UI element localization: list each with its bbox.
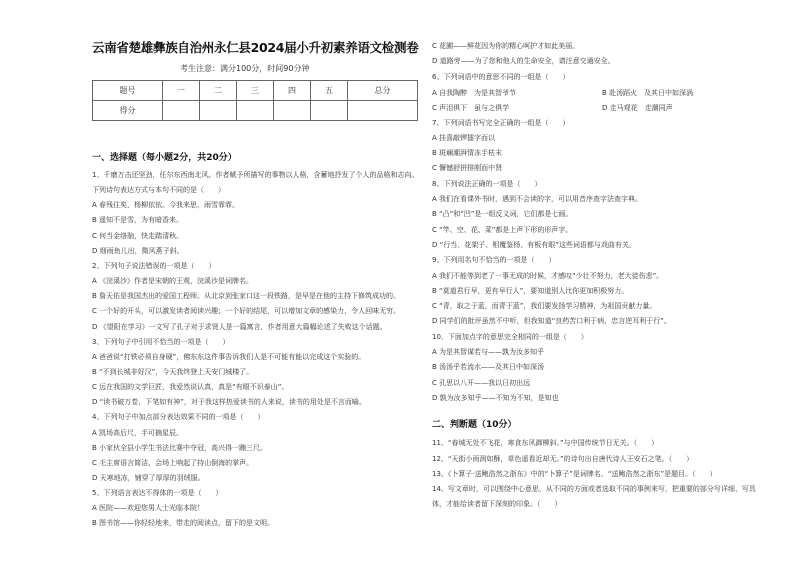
score-cell [273, 101, 310, 121]
question-line: B 斑斓潮湃情冻手枯末 [432, 149, 503, 158]
question-line: B “不到长城非好汉”，今天我终登上天安门城楼了。 [92, 367, 254, 376]
question-line: C 毛主席语言简洁，会场上响起了持山倒海的掌声。 [92, 458, 254, 467]
question-line: D 道路旁——为了您和他人的生命安全，请注意交通安全。 [432, 57, 615, 66]
question-line: 4、下列句子中加点部分表达效果不同的一项是（ ） [92, 413, 265, 422]
question-line: C 远在我国的文学巨匠，我爱然说认真，真是“有眼不识泰山”。 [92, 383, 289, 392]
option-row [432, 103, 772, 113]
question-line: 8、下列说法正确的一项是（ ） [432, 179, 542, 188]
score-header-cell: 题号 [93, 81, 163, 101]
option-item: B 赴汤蹈火 及其日中如深涡 [602, 88, 694, 97]
question-line: 7、下列词语书写完全正确的一组是（ ） [432, 118, 570, 127]
score-cell [236, 101, 273, 121]
question-line: 3、下列句子中引用不恰当的一项是（ ） [92, 337, 230, 346]
question-line: A 凯场高后尺，手可摘星辰。 [92, 428, 184, 437]
score-header-cell: 三 [236, 81, 273, 101]
question-line: D 《望阳在学习》一文写了孔子对于求贤人是一篇寓言，作者用意大篇幅论述了失败这个话题。 [92, 322, 387, 331]
question-line: 体，才能给读者留下深刻的印象。（ ） [432, 500, 562, 509]
score-cell [162, 101, 199, 121]
question-line: A 为是其智谋若与——孰为汝多知乎 [432, 348, 545, 356]
question-line: B 詹天佑是我国杰出的爱国工程师。从北京到张家口这一段铁路，是早是在他的主持下修筑成功的。 [92, 292, 401, 301]
question-line: 5、下列语言表达不得体的一项是（ ） [92, 489, 223, 498]
question-line: D 天寒地冻，铺穿了厚厚的羽绒服。 [92, 474, 205, 482]
question-line: B “莫道君行早，更有早行人”，要知道别人比你更加积极努力。 [432, 286, 629, 295]
question-line: B “凸”和“凹”是一组反义词，它们都是七画。 [432, 210, 573, 219]
score-header-cell: 总分 [348, 81, 418, 101]
question-line: C 孔思以八开——我以日初出远 [432, 378, 531, 387]
question-line: A 我们在看课外书时，遇到不会读的字，可以用音序查字法查字典。 [432, 195, 643, 203]
question-line: 9、下列用名句不恰当的一项是（ ） [432, 256, 556, 265]
question-line: B 汤汤乎若流水——及其日中如深汤 [432, 363, 545, 372]
question-line: 2、下列句子说法错误的一项是（ ） [92, 261, 216, 270]
question-line: D “读书破万卷，下笔如有神”，对于我这样热爱读书的人来说，读书的用处是不言而喻。 [92, 398, 366, 407]
question-line: 12、“天街小雨润如酥，草色遥看近却无。”的诗句出自唐代诗人王安石之笔。（ ） [432, 454, 694, 463]
question-line: A 挂喜敲锣擂字而以 [432, 133, 496, 142]
score-header-cell: 二 [199, 81, 236, 101]
question-line: B 图书馆——你轻轻地来，带走的阅读点，留下的是文明。 [92, 519, 275, 528]
question-line: C “竿、空、花、菜”都是上声下形的形声字。 [432, 225, 573, 234]
question-line: C 花圃——鲜花因为你的精心呵护才如此美丽。 [432, 42, 580, 50]
question-line: 11、“春城无处不飞花，寒食东风御柳斜。”与中国传统节日无关。（ ） [432, 439, 659, 448]
score-cell [199, 101, 236, 121]
section-title-choice: 一、选择题（每小题2分，共20分） [92, 153, 237, 163]
score-table-score-row [93, 101, 418, 121]
exam-title: 云南省楚雄彝族自治州永仁县2024届小升初素养语文检测卷 [92, 40, 419, 55]
question-line: C 懈憾舒拼排刚而中贤 [432, 164, 503, 173]
question-line: D “行当、花架子、相覆鉴杨、有板有眼”这些词语都与戏曲有关。 [432, 240, 636, 249]
score-table-header-row [93, 81, 418, 101]
question-line: D 孰为汝多知乎——不知为不知，是知也 [432, 393, 559, 402]
score-header-cell: 四 [273, 81, 310, 101]
question-line: B 遥知不是雪，为有暗香来。 [92, 216, 184, 225]
question-line: C 一个好的开头，可以激发读者阅读兴趣；一个好的结尾，可以增加文章的感染力，令人回味无穷。 [92, 307, 401, 316]
question-line: D 细雨鱼儿出，微风燕子斜。 [92, 246, 184, 255]
exam-notice: 考生注意：满分100分，时间90分钟 [180, 64, 310, 73]
score-header-cell: 一 [162, 81, 199, 101]
question-line: 下列诗句表达方式与本句不同的是（ ） [92, 186, 225, 195]
question-line: A 《浣溪沙》作者是宋朝的王观，浣溪沙是词牌名。 [92, 277, 254, 286]
option-item: C 声泪俱下 虽与之俱学 [432, 104, 510, 113]
option-item: D 走马观花 走潮同声 [602, 104, 673, 113]
score-header-cell: 五 [310, 81, 347, 101]
question-line: 1、千磨万击还坚劲，任尔东西南北风。作者赋予所描写的事物以人格，含蓄地抒发了个人的品格和志向。 [92, 171, 419, 179]
score-cell [310, 101, 347, 121]
question-line: D 同学们的批评虽然不中听，但我知道“良药苦口利于病，忠言逆耳利于行”。 [432, 317, 671, 326]
question-line: 14、写文章时，可以围绕中心意思，从不同的方面或者选取不同的事例来写，把重要的部分写详细、写具 [432, 485, 756, 494]
section-title-judgement: 二、判断题（10分） [432, 420, 517, 431]
question-line: A 春残往矣，杨柳依依。今我来思，雨雪霏霏。 [92, 201, 240, 210]
question-line: A 我们不能等到老了一事无成的时候，才感叹“少壮不努力，老大徒伤悲”。 [432, 271, 664, 280]
question-line: 10、下面加点字的意思完全相同的一组是（ ） [432, 332, 588, 341]
question-line: 6、下列词语中的意思不同的一组是（ ） [432, 72, 570, 81]
question-line: C “青，取之于蓝，而青于蓝”，我们要发扬学习精神，为祖国贡献力量。 [432, 302, 657, 311]
question-line: A 爸爸说“打铁必须自身硬”，佛东东这件事告诉我们人是不可能有能以完成这个实验的。 [92, 352, 366, 361]
option-item: A 自我陶醉 为是其智爷节 [432, 88, 517, 97]
score-table [92, 80, 418, 121]
question-line: A 医院——欢迎您男人士光临本院！ [92, 504, 205, 513]
score-cell [348, 101, 418, 121]
score-row-label: 得分 [93, 101, 163, 121]
question-line: B 小家伙全县小学生书法比赛中夺冠，高兴得一蹦三尺。 [92, 443, 268, 452]
question-line: 13、《卜算子·送鲍浩然之浙东》中的“卜算子”是词牌名，“送鲍浩然之浙东”是题目。（ ） [432, 469, 717, 478]
question-line: C 何当金络脑，快走踏清秋。 [92, 231, 184, 240]
option-row [432, 88, 772, 98]
